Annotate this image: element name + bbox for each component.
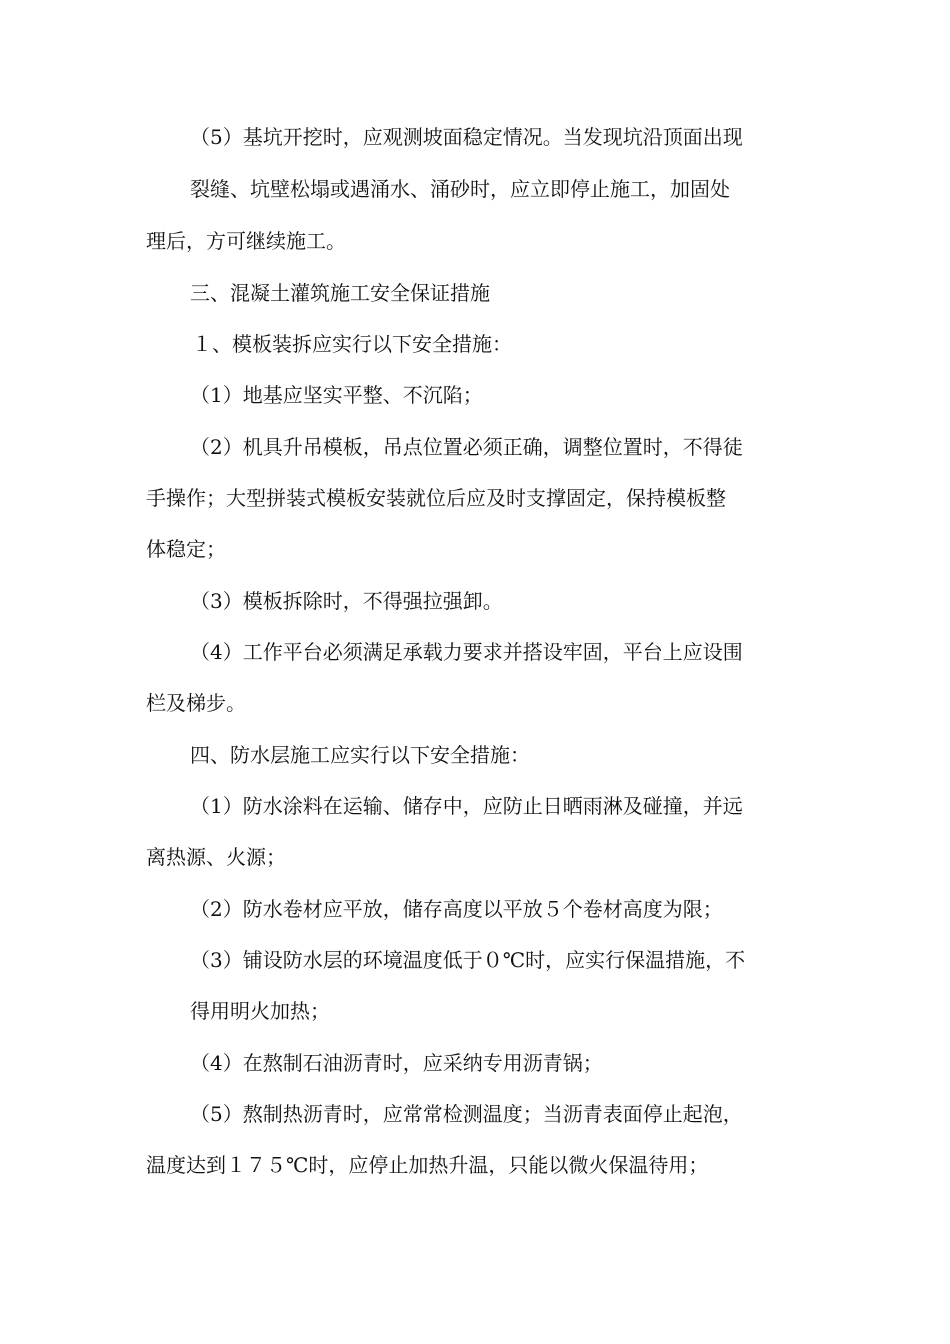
paragraph-line: 离热源、火源； bbox=[146, 845, 286, 869]
paragraph-line: 栏及梯步。 bbox=[146, 691, 246, 715]
paragraph-line: 理后，方可继续施工。 bbox=[146, 229, 346, 253]
paragraph-line: （2）防水卷材应平放，储存高度以平放５个卷材高度为限； bbox=[190, 897, 723, 921]
paragraph-line: （3）铺设防水层的环境温度低于０℃时，应实行保温措施，不 bbox=[190, 948, 746, 972]
paragraph-line: 裂缝、坑壁松塌或遇涌水、涌砂时，应立即停止施工，加固处 bbox=[190, 177, 730, 201]
section-heading: 四、防水层施工应实行以下安全措施： bbox=[190, 743, 530, 767]
paragraph-line: 温度达到１７５℃时，应停止加热升温，只能以微火保温待用； bbox=[146, 1153, 709, 1177]
paragraph-line: 得用明火加热； bbox=[190, 999, 330, 1023]
paragraph-line: （3）模板拆除时，不得强拉强卸。 bbox=[190, 589, 503, 613]
paragraph-line: 体稳定； bbox=[146, 537, 226, 561]
paragraph-line: （2）机具升吊模板，吊点位置必须正确，调整位置时，不得徒 bbox=[190, 435, 743, 459]
paragraph-line: （1）防水涂料在运输、储存中，应防止日晒雨淋及碰撞，并远 bbox=[190, 794, 743, 818]
paragraph-line: （4）工作平台必须满足承载力要求并搭设牢固，平台上应设围 bbox=[190, 640, 743, 664]
section-heading: 三、混凝土灌筑施工安全保证措施 bbox=[190, 281, 490, 305]
paragraph-line: 手操作；大型拼装式模板安装就位后应及时支撑固定，保持模板整 bbox=[146, 486, 726, 510]
paragraph-line: （5）熬制热沥青时，应常常检测温度；当沥青表面停止起泡， bbox=[190, 1102, 743, 1126]
paragraph-line: （1）地基应坚实平整、不沉陷； bbox=[190, 383, 483, 407]
paragraph-line: （4）在熬制石油沥青时，应采纳专用沥青锅； bbox=[190, 1051, 603, 1075]
subsection-heading: １、模板装拆应实行以下安全措施： bbox=[192, 332, 512, 356]
paragraph-line: （5）基坑开挖时，应观测坡面稳定情况。当发现坑沿顶面出现 bbox=[190, 125, 743, 149]
